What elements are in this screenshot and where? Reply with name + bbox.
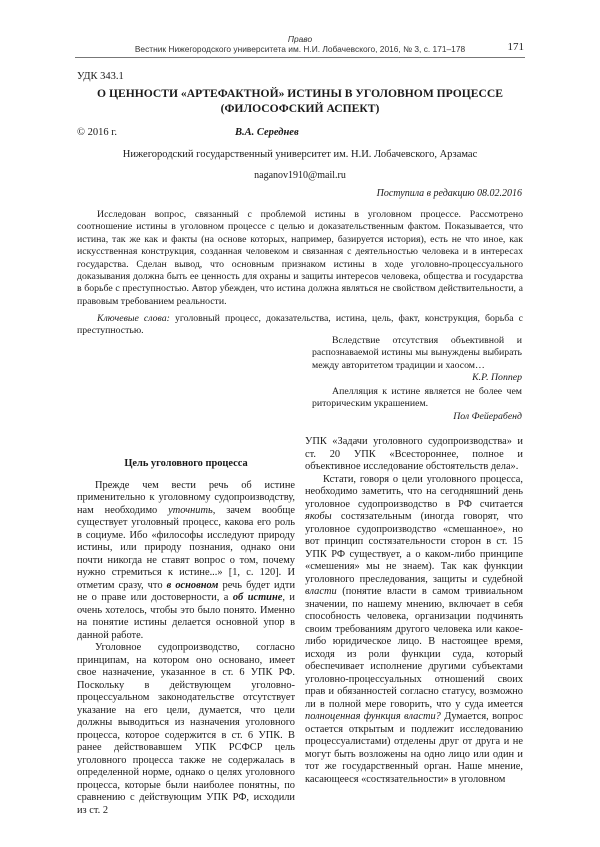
section-heading: Цель уголовного процесса (124, 458, 248, 469)
emphasis-run: якобы (305, 511, 332, 522)
affiliation: Нижегородский государственный университет им. Н.И. Лобачевского, Арзамас (122, 149, 478, 160)
epigraph-2-author: Пол Фейерабенд (453, 410, 522, 422)
page-number: 171 (507, 41, 524, 53)
text-run: Думается, вопрос остается открытым и подлежит исследованию процессуалистами) отделены друг от друга и не могут быть возложены на одно лицо или один и тот же государственный орган. Наше мнение, касающееся «состязательности» в уголовном (305, 711, 523, 785)
emphasis-run: власти (305, 586, 337, 597)
author-name: В.А. Середнев (235, 127, 299, 138)
header-rule (75, 57, 525, 58)
title-line-1: О ЦЕННОСТИ «АРТЕФАКТНОЙ» ИСТИНЫ В УГОЛОВНОМ ПРОЦЕССЕ (97, 87, 503, 100)
epigraph-2 (312, 386, 522, 423)
title-line-2: (ФИЛОСОФСКИЙ АСПЕКТ) (220, 102, 380, 115)
keywords-list: уголовный процесс, доказательства, истина, цель, факт, конструкция, борьба с преступностью. (77, 313, 523, 337)
author-email: naganov1910@mail.ru (254, 170, 346, 181)
text-run: зачем вообще существует уголовный процесс, какова его роль в социуме. Ибо «философы исследуют природу истины, или природу познания, однако они почти никогда не ставят вопрос о том, почему нужно стремиться к истине...» [1, с. 120]. И отметим сразу, что (77, 504, 295, 591)
strong-emphasis-run: об истине (232, 592, 283, 603)
received-date: Поступила в редакцию 08.02.2016 (376, 188, 522, 199)
right-paragraph-2 (305, 474, 523, 787)
epigraph-1-author: К.Р. Поппер (472, 371, 522, 383)
text-run: (понятие власти в самом тривиальном значении, по нашему мнению, включает в себя способность человека, организации подчинять своим требованиям другого человека или какое-либо юридическое лицо. В настоящее время, исходя из роли функции суда, который обеспечивает исполнение другими субъектами уголовно-процессуальных отношений своих прав и обязанностей согласно статусу, возможно ли в полной мере говорить, что у суда имеется (305, 586, 523, 710)
strong-emphasis-run: в основном (166, 579, 219, 591)
copyright: © 2016 г. (77, 127, 117, 138)
keywords-label: Ключевые слова: (97, 313, 170, 324)
running-header-section: Право (287, 34, 313, 44)
text-run: речь будет идти не о праве или достоверности, а (77, 579, 295, 603)
epigraph-1-text: Вследствие отсутствия объективной и распознаваемой истины мы вынуждены выбирать между авторитетом традиции и хаосом… (312, 335, 522, 371)
emphasis-run: уточнить, (168, 504, 216, 516)
left-column (77, 436, 295, 817)
left-paragraph-1 (77, 480, 295, 643)
epigraph-1 (312, 335, 522, 384)
text-run: , и очень хотелось, чтобы это было понято. Именно на понятие истины делается основной упор в данной работе. (77, 592, 295, 641)
udk-code: УДК 343.1 (77, 71, 124, 82)
abstract: Исследован вопрос, связанный с проблемой истины в уголовном процессе. Рассмотрено соотношение истины в уголовном процессе с целью и доказательственным фактом. Показывается, что истина, так же как и факты (на основе которых, например, базируется история), есть не что иное, как искусственная конструкция, созданная человеком и связанная с деятельностью человека и в интересах государства. Сделан вывод, что основным признаком истины в ходе уголовно-процессуального доказывания должна быть ее ценность для охраны и защиты интересов человека, общества и государства в борьбе с преступностью. Автор убежден, что истина должна являться не свойством действительности, а правовым требованием реальности. (77, 209, 523, 307)
running-header-journal: Вестник Нижегородского университета им. Н.И. Лобачевского, 2016, № 3, с. 171–178 (134, 44, 466, 54)
right-paragraph-1: УПК «Задачи уголовного судопроизводства» и ст. 20 УПК «Всестороннее, полное и объективное исследование обстоятельств дела». (305, 436, 523, 472)
epigraph-2-text: Апелляция к истине является не более чем риторическим украшением. (312, 386, 522, 410)
right-column (305, 436, 523, 786)
emphasis-run: полноценная функция власти? (305, 711, 441, 722)
left-paragraph-2: Уголовное судопроизводство, согласно принципам, на котором оно основано, имеет свое назначение, указанное в ст. 6 УПК РФ. Поскольку в действующем уголовно-процессуальном законодательстве отсутствует указание на его цели, думается, что цели должны выводиться из назначения уголовного процесса, которое содержится в ст. 6 УПК. В ранее действовавшем УПК РСФСР цель уголовного процесса также не содержалась в определенной норме, однако о целях уголовного процесса, которые были наиболее понятны, по сравнению с действующим УПК РФ, исходили из ст. 2 (77, 642, 295, 816)
article-title (60, 86, 540, 116)
text-run: Кстати, говоря о цели уголовного процесса, необходимо заметить, что на сегодняшний день уголовное судопроизводство в РФ считается (305, 473, 523, 510)
text-run: Прежде чем вести речь об истине применительно к уголовному судопроизводству, нам необходимо (77, 479, 295, 516)
text-run: состязательным (иногда говорят, что уголовное судопроизводство «смешанное», но вот принцип состязательности сторон в ст. 15 УПК РФ существует, а о каком-либо принципе «смешения» мы не знаем). Так как функции уголовного преследования, защиты и судебной (305, 511, 523, 585)
